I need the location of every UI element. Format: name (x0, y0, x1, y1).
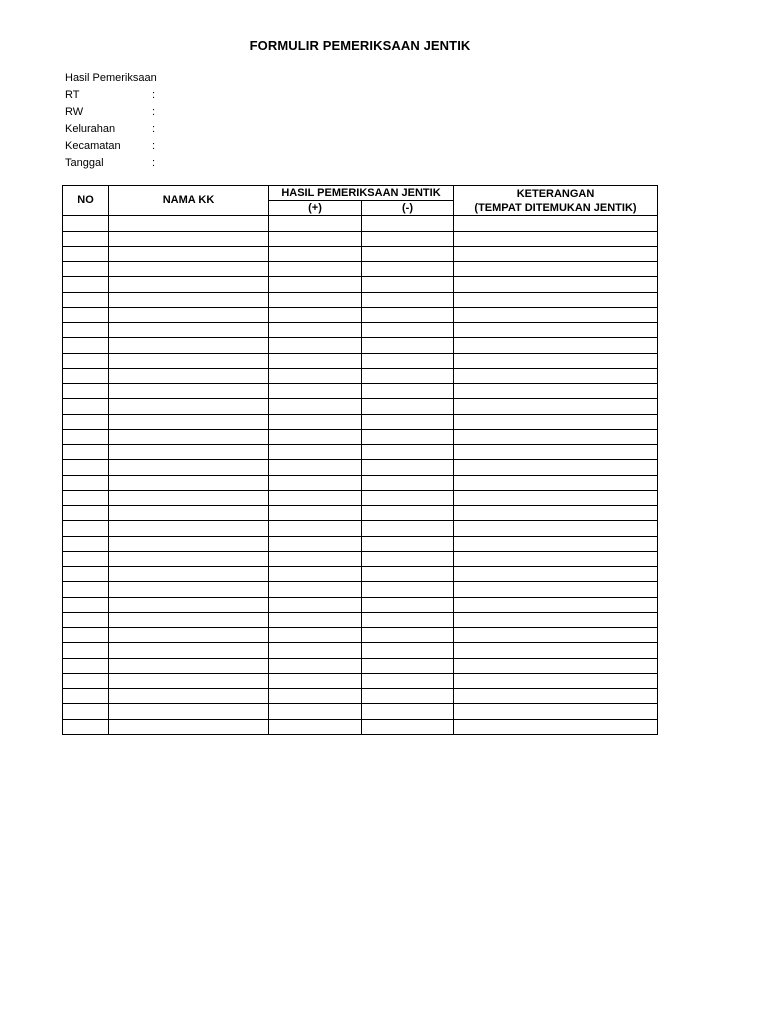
table-row (63, 231, 658, 246)
cell-positive (269, 292, 362, 307)
info-field-rt (65, 87, 157, 104)
cell-positive (269, 307, 362, 322)
header-hasil-pemeriksaan: HASIL PEMERIKSAAN JENTIK (269, 186, 454, 201)
info-colon: : (152, 123, 156, 135)
cell-nama-kk (109, 658, 269, 673)
cell-positive (269, 490, 362, 505)
cell-negative (362, 628, 454, 643)
cell-keterangan (454, 506, 658, 521)
cell-nama-kk (109, 490, 269, 505)
cell-positive (269, 460, 362, 475)
table-row (63, 582, 658, 597)
table-row (63, 628, 658, 643)
cell-positive (269, 353, 362, 368)
cell-nama-kk (109, 445, 269, 460)
cell-nama-kk (109, 338, 269, 353)
cell-positive (269, 246, 362, 261)
cell-negative (362, 597, 454, 612)
cell-no (63, 246, 109, 261)
cell-nama-kk (109, 323, 269, 338)
cell-nama-kk (109, 368, 269, 383)
cell-negative (362, 246, 454, 261)
cell-positive (269, 658, 362, 673)
cell-positive (269, 582, 362, 597)
cell-no (63, 567, 109, 582)
cell-nama-kk (109, 399, 269, 414)
cell-nama-kk (109, 231, 269, 246)
cell-keterangan (454, 368, 658, 383)
cell-keterangan (454, 445, 658, 460)
cell-nama-kk (109, 704, 269, 719)
info-field-kecamatan (65, 138, 157, 155)
table-row (63, 719, 658, 734)
table-row (63, 704, 658, 719)
table-row (63, 643, 658, 658)
cell-negative (362, 521, 454, 536)
cell-negative (362, 384, 454, 399)
cell-negative (362, 673, 454, 688)
cell-keterangan (454, 536, 658, 551)
info-label-kecamatan: Kecamatan (65, 140, 121, 152)
cell-keterangan (454, 307, 658, 322)
table-row (63, 414, 658, 429)
cell-positive (269, 567, 362, 582)
cell-nama-kk (109, 612, 269, 627)
cell-positive (269, 719, 362, 734)
cell-no (63, 307, 109, 322)
cell-keterangan (454, 429, 658, 444)
cell-no (63, 338, 109, 353)
cell-no (63, 673, 109, 688)
header-positive: (+) (269, 201, 362, 216)
cell-no (63, 429, 109, 444)
cell-nama-kk (109, 719, 269, 734)
info-label-tanggal: Tanggal (65, 157, 104, 169)
cell-negative (362, 262, 454, 277)
cell-no (63, 231, 109, 246)
table-row (63, 353, 658, 368)
cell-no (63, 353, 109, 368)
cell-negative (362, 551, 454, 566)
cell-no (63, 292, 109, 307)
cell-negative (362, 368, 454, 383)
table-row (63, 368, 658, 383)
cell-negative (362, 536, 454, 551)
cell-nama-kk (109, 643, 269, 658)
info-field-tanggal (65, 155, 157, 172)
cell-negative (362, 307, 454, 322)
cell-positive (269, 445, 362, 460)
cell-nama-kk (109, 567, 269, 582)
table-row (63, 399, 658, 414)
table-row (63, 521, 658, 536)
cell-positive (269, 384, 362, 399)
cell-keterangan (454, 338, 658, 353)
cell-negative (362, 612, 454, 627)
table-row (63, 262, 658, 277)
table-row (63, 384, 658, 399)
cell-no (63, 582, 109, 597)
table-row (63, 490, 658, 505)
cell-negative (362, 658, 454, 673)
cell-no (63, 414, 109, 429)
cell-nama-kk (109, 429, 269, 444)
cell-negative (362, 338, 454, 353)
cell-positive (269, 612, 362, 627)
cell-nama-kk (109, 216, 269, 231)
table-body (63, 216, 658, 735)
cell-keterangan (454, 643, 658, 658)
cell-negative (362, 216, 454, 231)
cell-positive (269, 521, 362, 536)
header-keterangan (454, 186, 658, 216)
cell-negative (362, 582, 454, 597)
cell-negative (362, 292, 454, 307)
cell-no (63, 658, 109, 673)
table-row (63, 460, 658, 475)
table-row (63, 429, 658, 444)
cell-no (63, 216, 109, 231)
table-row (63, 216, 658, 231)
info-colon: : (152, 140, 156, 152)
cell-positive (269, 338, 362, 353)
cell-no (63, 475, 109, 490)
cell-negative (362, 323, 454, 338)
info-label-kelurahan: Kelurahan (65, 123, 116, 135)
cell-positive (269, 597, 362, 612)
cell-negative (362, 490, 454, 505)
table-row (63, 475, 658, 490)
cell-negative (362, 719, 454, 734)
cell-positive (269, 262, 362, 277)
cell-positive (269, 475, 362, 490)
table-row (63, 673, 658, 688)
cell-positive (269, 506, 362, 521)
cell-no (63, 551, 109, 566)
cell-positive (269, 673, 362, 688)
cell-nama-kk (109, 689, 269, 704)
cell-negative (362, 399, 454, 414)
cell-negative (362, 231, 454, 246)
cell-keterangan (454, 490, 658, 505)
cell-keterangan (454, 582, 658, 597)
info-label-rt: RT (65, 89, 80, 101)
table-row (63, 246, 658, 261)
cell-positive (269, 689, 362, 704)
table-row (63, 612, 658, 627)
cell-keterangan (454, 231, 658, 246)
cell-nama-kk (109, 597, 269, 612)
table-row (63, 307, 658, 322)
cell-positive (269, 323, 362, 338)
cell-nama-kk (109, 521, 269, 536)
cell-keterangan (454, 597, 658, 612)
cell-no (63, 460, 109, 475)
cell-no (63, 719, 109, 734)
cell-negative (362, 689, 454, 704)
cell-negative (362, 429, 454, 444)
cell-no (63, 490, 109, 505)
table-row (63, 567, 658, 582)
cell-keterangan (454, 521, 658, 536)
cell-keterangan (454, 262, 658, 277)
cell-positive (269, 704, 362, 719)
cell-negative (362, 506, 454, 521)
cell-positive (269, 429, 362, 444)
table-row (63, 323, 658, 338)
cell-keterangan (454, 292, 658, 307)
cell-nama-kk (109, 414, 269, 429)
cell-keterangan (454, 719, 658, 734)
cell-keterangan (454, 612, 658, 627)
header-keterangan-line2: (TEMPAT DITEMUKAN JENTIK) (474, 201, 637, 214)
cell-nama-kk (109, 582, 269, 597)
info-section (65, 70, 157, 172)
table-row (63, 338, 658, 353)
cell-no (63, 643, 109, 658)
cell-nama-kk (109, 277, 269, 292)
cell-positive (269, 551, 362, 566)
cell-keterangan (454, 689, 658, 704)
cell-no (63, 323, 109, 338)
table-row (63, 506, 658, 521)
table-row (63, 597, 658, 612)
table-row (63, 658, 658, 673)
cell-positive (269, 368, 362, 383)
cell-keterangan (454, 551, 658, 566)
cell-no (63, 612, 109, 627)
table-row (63, 689, 658, 704)
info-field-rw (65, 104, 157, 121)
cell-nama-kk (109, 673, 269, 688)
cell-keterangan (454, 399, 658, 414)
cell-keterangan (454, 673, 658, 688)
cell-no (63, 368, 109, 383)
header-negative: (-) (362, 201, 454, 216)
cell-keterangan (454, 567, 658, 582)
cell-keterangan (454, 384, 658, 399)
cell-nama-kk (109, 246, 269, 261)
cell-positive (269, 414, 362, 429)
cell-nama-kk (109, 506, 269, 521)
cell-keterangan (454, 460, 658, 475)
cell-no (63, 521, 109, 536)
cell-keterangan (454, 353, 658, 368)
cell-keterangan (454, 704, 658, 719)
cell-negative (362, 475, 454, 490)
cell-nama-kk (109, 536, 269, 551)
cell-no (63, 597, 109, 612)
cell-negative (362, 353, 454, 368)
cell-no (63, 506, 109, 521)
cell-no (63, 384, 109, 399)
info-heading: Hasil Pemeriksaan (65, 72, 157, 84)
cell-keterangan (454, 628, 658, 643)
table-row (63, 292, 658, 307)
cell-nama-kk (109, 307, 269, 322)
cell-negative (362, 445, 454, 460)
info-label-rw: RW (65, 106, 84, 118)
cell-no (63, 628, 109, 643)
cell-nama-kk (109, 292, 269, 307)
cell-no (63, 277, 109, 292)
header-nama-kk: NAMA KK (109, 186, 269, 216)
cell-positive (269, 277, 362, 292)
table-row (63, 536, 658, 551)
table-row (63, 445, 658, 460)
cell-positive (269, 643, 362, 658)
cell-negative (362, 704, 454, 719)
cell-keterangan (454, 414, 658, 429)
cell-negative (362, 277, 454, 292)
cell-no (63, 262, 109, 277)
cell-negative (362, 567, 454, 582)
cell-nama-kk (109, 262, 269, 277)
table-row (63, 551, 658, 566)
cell-negative (362, 414, 454, 429)
cell-positive (269, 628, 362, 643)
cell-positive (269, 536, 362, 551)
cell-no (63, 399, 109, 414)
cell-keterangan (454, 475, 658, 490)
cell-keterangan (454, 246, 658, 261)
cell-positive (269, 231, 362, 246)
cell-nama-kk (109, 628, 269, 643)
cell-nama-kk (109, 551, 269, 566)
header-keterangan-line1: KETERANGAN (516, 187, 595, 200)
cell-no (63, 704, 109, 719)
cell-negative (362, 643, 454, 658)
form-title: FORMULIR PEMERIKSAAN JENTIK (249, 38, 471, 53)
info-field-kelurahan (65, 121, 157, 138)
inspection-table (62, 185, 658, 735)
cell-keterangan (454, 277, 658, 292)
cell-keterangan (454, 658, 658, 673)
info-colon: : (152, 106, 156, 118)
cell-no (63, 689, 109, 704)
cell-keterangan (454, 216, 658, 231)
cell-positive (269, 399, 362, 414)
cell-negative (362, 460, 454, 475)
cell-nama-kk (109, 460, 269, 475)
table-row (63, 277, 658, 292)
cell-no (63, 536, 109, 551)
cell-nama-kk (109, 353, 269, 368)
cell-no (63, 445, 109, 460)
cell-nama-kk (109, 475, 269, 490)
info-colon: : (152, 89, 156, 101)
cell-nama-kk (109, 384, 269, 399)
header-no: NO (63, 186, 109, 216)
info-colon: : (152, 157, 156, 169)
cell-positive (269, 216, 362, 231)
cell-keterangan (454, 323, 658, 338)
